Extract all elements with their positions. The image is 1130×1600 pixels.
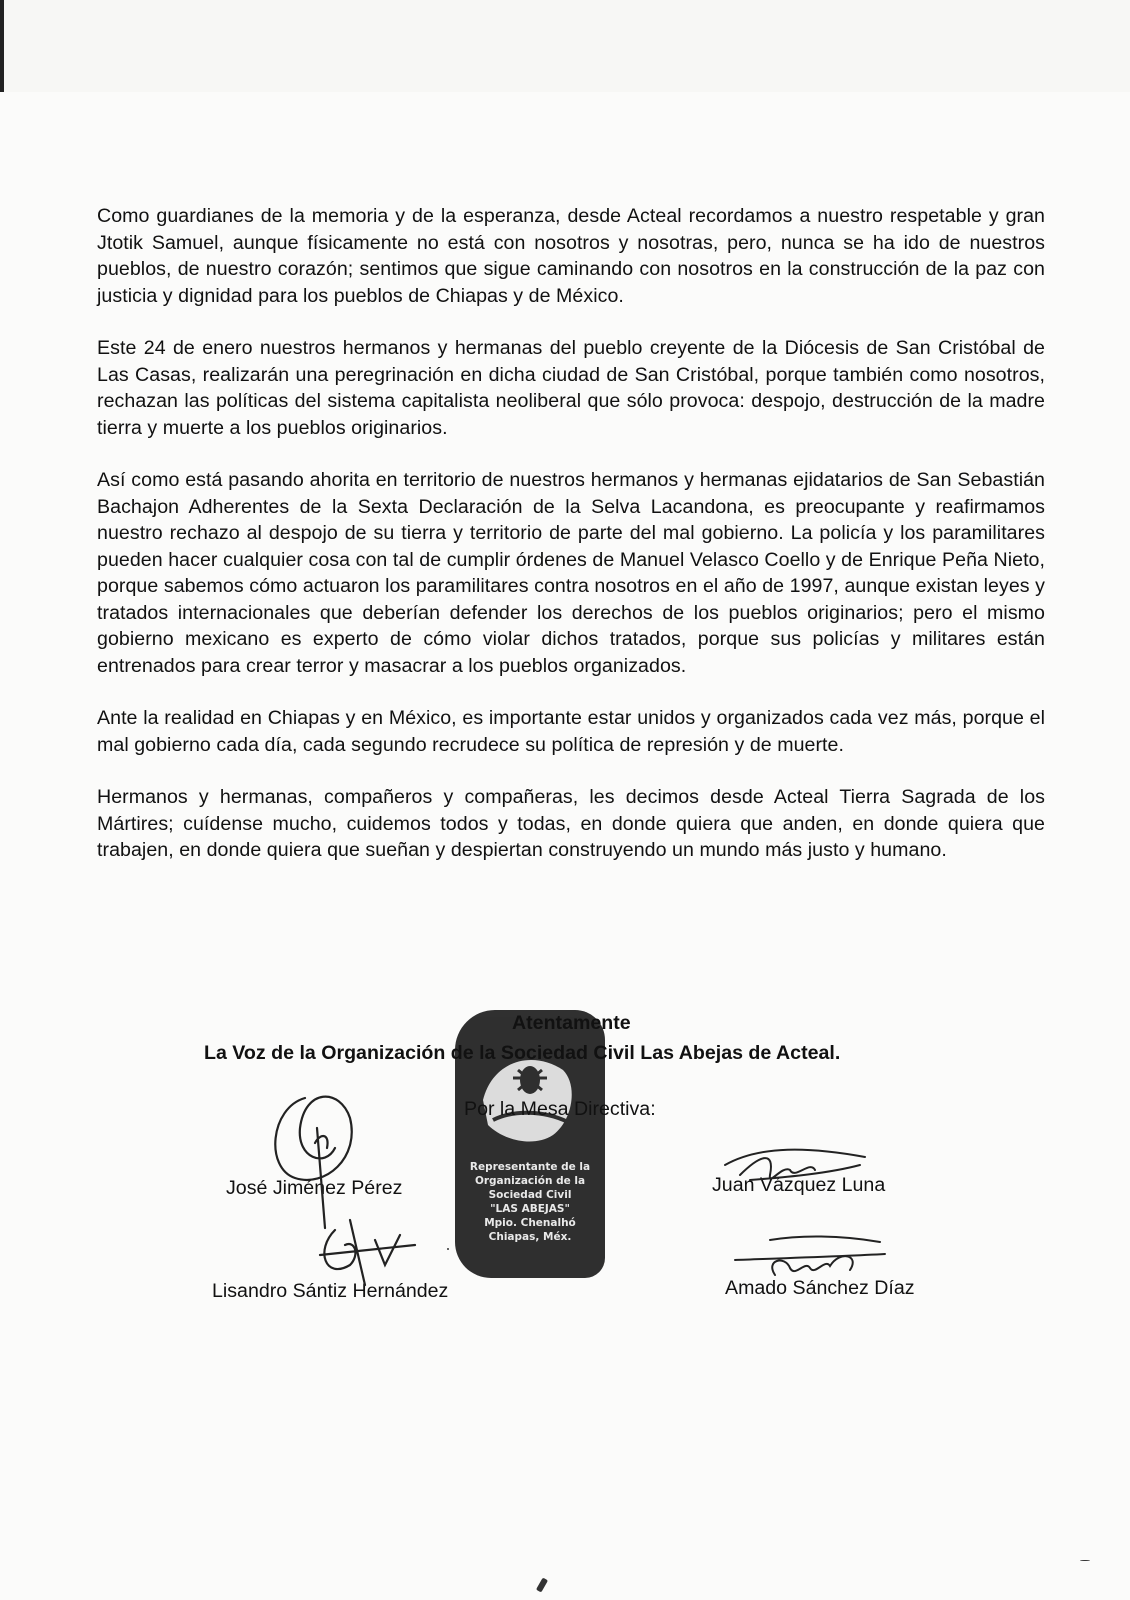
signatory-2: Juan Vázquez Luna [712, 1174, 886, 1196]
signature-juan-vazquez [720, 1135, 870, 1195]
stamp-text: Representante de la Organización de la Sociedad Civil "LAS ABEJAS" Mpio. Chenalhó Chiapas, Méx. [469, 1161, 591, 1243]
paragraph-4: Ante la realidad en Chiapas y en México, es importante estar unidos y organizados cada vez más, porque el mal gobierno cada día, cada segundo recrudece su política de represión y de muerte. [97, 707, 1045, 756]
signatory-4: Amado Sánchez Díaz [725, 1277, 915, 1299]
organization-name: La Voz de la Organización de la Sociedad Civil Las Abejas de Acteal. [204, 1042, 841, 1064]
closing-block [0, 1012, 1130, 1318]
board-label: Por la Mesa Directiva: [464, 1098, 656, 1120]
paragraph-2: Este 24 de enero nuestros hermanos y hermanas del pueblo creyente de la Diócesis de San Cristóbal de Las Casas, realizarán una peregrinación en dicha ciudad de San Cristóbal, porque también como nosotros, rechazan las políticas del sistema capitalista neoliberal que sólo provoca: despojo, destrucción de la madre tierra y muerte a los pueblos originarios. [97, 337, 1045, 439]
signatory-1: José Jiménez Pérez [226, 1177, 403, 1199]
signatory-3: Lisandro Sántiz Hernández [212, 1280, 449, 1302]
signature-lisandro-santiz [305, 1210, 425, 1290]
signature-amado-sanchez [730, 1230, 890, 1290]
scan-speck [447, 1248, 449, 1250]
letter-body [97, 203, 1045, 890]
salutation: Atentamente [512, 1012, 631, 1034]
paragraph-3: Así como está pasando ahorita en territorio de nuestros hermanos y hermanas ejidatarios de San Sebastián Bachajon Adherentes de la Sexta Declaración de la Selva Lacandona, es preocupante y reafirmamos nuestro rechazo al despojo de su tierra y territorio de parte del mal gobierno. La policía y los paramilitares pueden hacer cualquier cosa con tal de cumplir órdenes de Manuel Velasco Coello y de Enrique Peña Nieto, porque sabemos cómo actuaron los paramilitares contra nosotros en el año de 1997, aunque existan leyes y tratados internacionales que deberían defender los derechos de los pueblos originarios; pero el mismo gobierno mexicano es experto de cómo violar dichos tratados, porque sus policías y militares están entrenados para crear terror y masacrar a los pueblos organizados. [97, 469, 1045, 677]
paragraph-5: Hermanos y hermanas, compañeros y compañeras, les decimos desde Acteal Tierra Sagrada de los Mártires; cuídense mucho, cuidemos todos y todas, en donde quiera que anden, en donde quiera que trabajen, en donde quiera que sueñan y despiertan construyendo un mundo más justo y humano. [97, 786, 1045, 861]
scan-speck-2 [1080, 1560, 1090, 1561]
page-edge [0, 0, 4, 92]
paragraph-1: Como guardianes de la memoria y de la esperanza, desde Acteal recordamos a nuestro respetable y gran Jtotik Samuel, aunque físicamente no está con nosotros y nosotras, pero, nunca se ha ido de nuestros pueblos, de nuestro corazón; sentimos que sigue caminando con nosotros en la construcción de la paz con justicia y dignidad para los pueblos de Chiapas y de México. [97, 205, 1045, 307]
